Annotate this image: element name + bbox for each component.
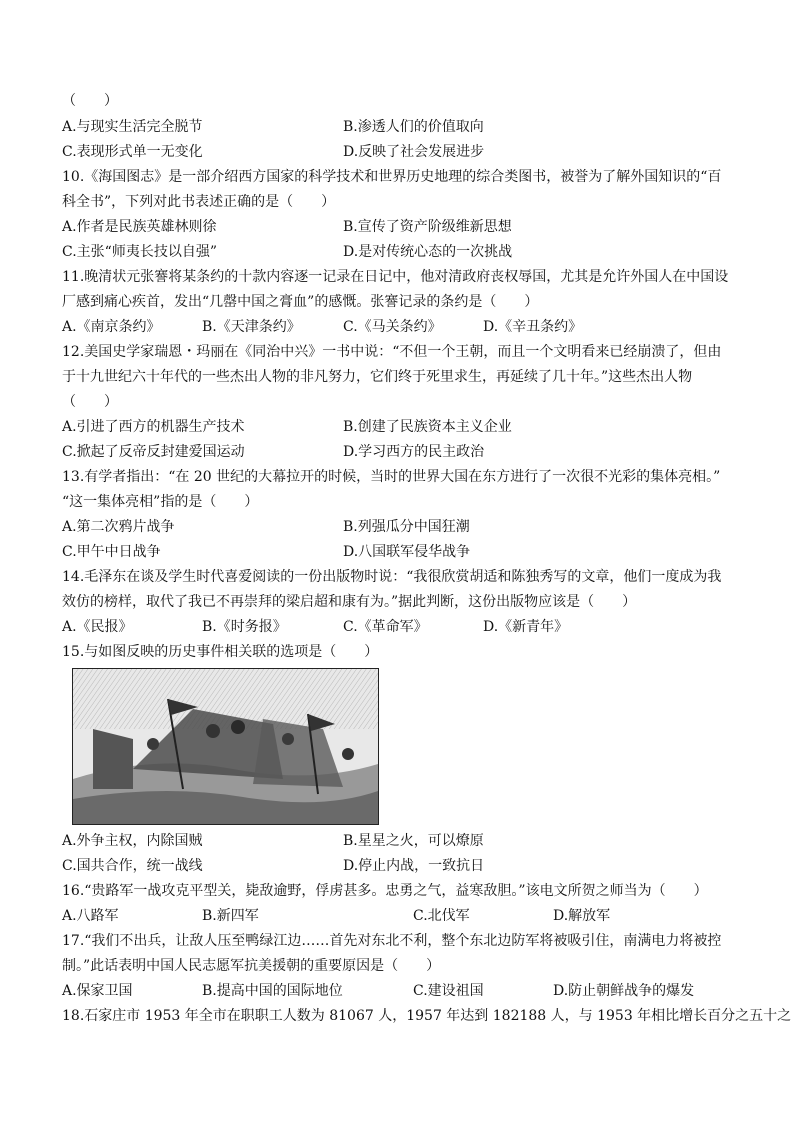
q10-stem-1: 10.《海国图志》是一部介绍西方国家的科学技术和世界历史地理的综合类图书，被誉为了解外国知识的“百	[62, 169, 722, 185]
q14-option-d: D.《新青年》	[483, 619, 569, 635]
q16-option-b: B.新四军	[202, 908, 259, 924]
q16-option-d: D.解放军	[553, 908, 611, 924]
q15-option-b: B.星星之火，可以燎原	[343, 833, 484, 849]
q15-option-d: D.停止内战，一致抗日	[343, 858, 485, 874]
q15-stem: 15.与如图反映的历史事件相关联的选项是（ ）	[62, 644, 379, 660]
q10-option-d: D.是对传统心态的一次挑战	[343, 244, 513, 260]
q18-stem-1: 18.石家庄市 1953 年全市在职职工人数为 81067 人，1957 年达到 182188 人，与 1953 年相比增长百分之五十之	[62, 1008, 792, 1024]
q12-option-b: B.创建了民族资本主义企业	[343, 419, 512, 435]
q12-option-a: A.引进了西方的机器生产技术	[62, 419, 245, 435]
q11-option-b: B.《天津条约》	[202, 319, 301, 335]
q12-stem-3: （ ）	[62, 394, 118, 410]
q9-option-d: D.反映了社会发展进步	[343, 144, 485, 160]
q17-option-b: B.提高中国的国际地位	[202, 983, 343, 999]
q14-option-a: A.《民报》	[62, 619, 133, 635]
q14-option-c: C.《革命军》	[343, 619, 428, 635]
q11-option-c: C.《马关条约》	[343, 319, 442, 335]
q10-stem-2: 科全书”，下列对此书表述正确的是（ ）	[62, 194, 336, 210]
q9-option-a: A.与现实生活完全脱节	[62, 119, 203, 135]
q17-stem-2: 制。”此话表明中国人民志愿军抗美援朝的重要原因是（ ）	[62, 958, 441, 974]
q10-option-a: A.作者是民族英雄林则徐	[62, 219, 217, 235]
q16-stem: 16.“贵路军一战攻克平型关，毙敌逾野，俘虏甚多。忠勇之气，益寒敌胆。”该电文所贺之师当为（ ）	[62, 883, 708, 899]
q13-option-c: C.甲午中日战争	[62, 544, 161, 560]
q9-option-b: B.渗透人们的价值取向	[343, 119, 484, 135]
q15-option-a: A.外争主权，内除国贼	[62, 833, 203, 849]
q13-option-d: D.八国联军侵华战争	[343, 544, 471, 560]
q17-stem-1: 17.“我们不出兵，让敌人压至鸭绿江边……首先对东北不利，整个东北边防军将被吸引住，南满电力将被控	[62, 933, 722, 949]
q11-option-d: D.《辛丑条约》	[483, 319, 583, 335]
q16-option-a: A.八路军	[62, 908, 119, 924]
q13-option-b: B.列强瓜分中国狂潮	[343, 519, 470, 535]
q17-option-a: A.保家卫国	[62, 983, 133, 999]
q16-option-c: C.北伐军	[413, 908, 470, 924]
q15-option-c: C.国共合作，统一战线	[62, 858, 203, 874]
q14-option-b: B.《时务报》	[202, 619, 287, 635]
engraving-scene-icon	[73, 669, 378, 824]
q10-option-c: C.主张“师夷长技以自强”	[62, 244, 217, 260]
q13-stem-1: 13.有学者指出：“在 20 世纪的大幕拉开的时候，当时的世界大国在东方进行了一次很不光彩的集体亮相。”	[62, 469, 721, 485]
question-9-stem-end: （ ）	[62, 93, 118, 109]
q11-stem-2: 厂感到痛心疾首，发出“几罄中国之膏血”的感慨。张謇记录的条约是（ ）	[62, 294, 539, 310]
q17-option-d: D.防止朝鲜战争的爆发	[553, 983, 695, 999]
q12-option-d: D.学习西方的民主政治	[343, 444, 485, 460]
q13-stem-2: “这一集体亮相”指的是（ ）	[62, 494, 259, 510]
q9-option-c: C.表现形式单一无变化	[62, 144, 203, 160]
q17-option-c: C.建设祖国	[413, 983, 484, 999]
q12-stem-1: 12.美国史学家瑞恩・玛丽在《同治中兴》一书中说：“不但一个王朝，而且一个文明看来已经崩溃了，但由	[62, 344, 722, 360]
q13-option-a: A.第二次鸦片战争	[62, 519, 175, 535]
q10-option-b: B.宣传了资产阶级维新思想	[343, 219, 512, 235]
q11-option-a: A.《南京条约》	[62, 319, 161, 335]
q12-option-c: C.掀起了反帝反封建爱国运动	[62, 444, 245, 460]
historical-illustration	[72, 668, 379, 825]
q12-stem-2: 于十九世纪六十年代的一些杰出人物的非凡努力，它们终于死里求生，再延续了几十年。”这些杰出人物	[62, 369, 693, 385]
q14-stem-1: 14.毛泽东在谈及学生时代喜爱阅读的一份出版物时说：“我很欣赏胡适和陈独秀写的文章，他们一度成为我	[62, 569, 722, 585]
q11-stem-1: 11.晚清状元张謇将某条约的十款内容逐一记录在日记中，他对清政府丧权辱国，尤其是允许外国人在中国设	[62, 269, 729, 285]
q14-stem-2: 效仿的榜样，取代了我已不再崇拜的梁启超和康有为。”据此判断，这份出版物应该是（ ）	[62, 594, 637, 610]
